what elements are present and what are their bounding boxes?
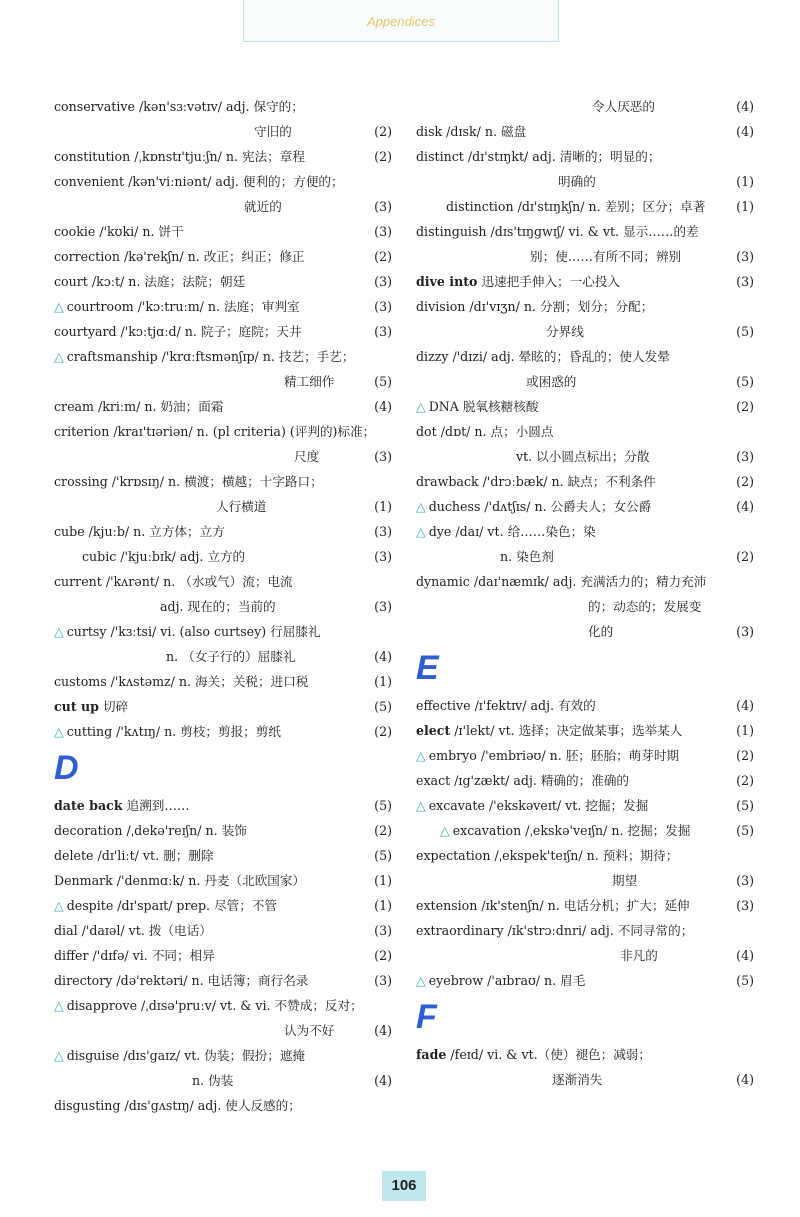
entry-text: dynamic /daɪ'næmɪk/ adj. 充满活力的；精力充沛 — [416, 574, 707, 589]
entry-text: crossing /'krɒsɪŋ/ n. 横渡；横越；十字路口； — [54, 474, 323, 489]
entry-unit-ref: (5) — [374, 848, 392, 863]
entry-unit-ref: (2) — [374, 249, 392, 264]
glossary-entry — [416, 494, 754, 519]
glossary-entry — [416, 893, 754, 918]
glossary-entry — [54, 569, 392, 594]
glossary-entry — [416, 793, 754, 818]
entry-unit-ref: (3) — [736, 274, 754, 289]
entry-unit-ref: (4) — [374, 1073, 392, 1088]
glossary-entry — [54, 1018, 392, 1043]
section-letter-glyph: F — [416, 998, 436, 1036]
entry-text: distinct /dɪ'stɪŋkt/ adj. 清晰的；明显的； — [416, 149, 661, 164]
entry-text: cubic /'kjuːbɪk/ adj. 立方的 — [82, 549, 246, 564]
entry-text: △ excavation /ˌekskə'veɪʃn/ n. 挖掘；发掘 — [440, 823, 691, 838]
entry-unit-ref: (3) — [374, 324, 392, 339]
glossary-entry — [416, 743, 754, 768]
glossary-entry — [54, 169, 392, 194]
entry-unit-ref: (1) — [736, 723, 754, 738]
entry-text: expectation /ˌekspek'teɪʃn/ n. 预料；期待； — [416, 848, 679, 863]
entry-unit-ref: (1) — [374, 499, 392, 514]
entry-text: cookie /'kʊki/ n. 饼干 — [54, 224, 184, 239]
glossary-entry — [54, 444, 392, 469]
entry-unit-ref: (2) — [736, 748, 754, 763]
entry-unit-ref: (1) — [374, 898, 392, 913]
entry-text: dizzy /'dɪzi/ adj. 晕眩的；昏乱的；使人发晕 — [416, 349, 670, 364]
glossary-entry — [54, 319, 392, 344]
entry-unit-ref: (2) — [374, 948, 392, 963]
triangle-marker-icon: △ — [54, 1048, 64, 1063]
section-letter-f — [416, 993, 754, 1042]
entry-text: division /dɪ'vɪʒn/ n. 分割；划分；分配； — [416, 299, 654, 314]
entry-text: △ excavate /'ekskəveɪt/ vt. 挖掘；发掘 — [416, 798, 649, 813]
entry-text: court /kɔːt/ n. 法庭；法院；朝廷 — [54, 274, 246, 289]
entry-unit-ref: (3) — [736, 624, 754, 639]
entry-unit-ref: (5) — [736, 374, 754, 389]
glossary-entry — [416, 519, 754, 544]
entry-unit-ref: (4) — [374, 399, 392, 414]
glossary-entry — [54, 669, 392, 694]
entry-text: delete /dɪ'liːt/ vt. 删；删除 — [54, 848, 214, 863]
entry-text: current /'kʌrənt/ n. （水或气）流；电流 — [54, 574, 293, 589]
entry-text: customs /'kʌstəmz/ n. 海关；关税；进口税 — [54, 674, 309, 689]
glossary-entry — [54, 694, 392, 719]
glossary-entry — [54, 144, 392, 169]
glossary-entry — [416, 94, 754, 119]
glossary-entry — [416, 693, 754, 718]
entry-text: constitution /ˌkɒnstɪ'tjuːʃn/ n. 宪法；章程 — [54, 149, 305, 164]
entry-headword: elect — [416, 723, 451, 738]
glossary-entry — [416, 444, 754, 469]
glossary-entry — [54, 843, 392, 868]
glossary-entry — [416, 319, 754, 344]
entry-text: courtyard /'kɔːtjɑːd/ n. 院子；庭院；天井 — [54, 324, 302, 339]
glossary-entry — [54, 943, 392, 968]
glossary-entry — [416, 394, 754, 419]
glossary-entry — [54, 244, 392, 269]
glossary-entry — [416, 943, 754, 968]
entry-text: 尺度 — [294, 449, 320, 464]
entry-unit-ref: (2) — [736, 773, 754, 788]
entry-text: directory /də'rektəri/ n. 电话簿；商行名录 — [54, 973, 309, 988]
entry-unit-ref: (3) — [374, 923, 392, 938]
entry-text: 令人厌恶的 — [592, 99, 655, 114]
glossary-entry — [54, 993, 392, 1018]
entry-text: △ dye /daɪ/ vt. 给……染色；染 — [416, 524, 596, 539]
glossary-entry — [416, 569, 754, 594]
entry-text: △ DNA 脱氧核糖核酸 — [416, 399, 539, 414]
triangle-marker-icon: △ — [54, 299, 64, 314]
entry-text: 别；使……有所不同；辨别 — [530, 249, 682, 264]
glossary-entry — [54, 818, 392, 843]
glossary-entry — [416, 469, 754, 494]
entry-unit-ref: (1) — [374, 873, 392, 888]
entry-unit-ref: (2) — [736, 549, 754, 564]
page-number: 106 — [382, 1171, 426, 1201]
entry-text: 化的 — [588, 624, 614, 639]
entry-text: 的；动态的；发展变 — [588, 599, 702, 614]
glossary-entry — [54, 719, 392, 744]
entry-text: convenient /kən'viːniənt/ adj. 便利的；方便的； — [54, 174, 344, 189]
entry-unit-ref: (3) — [374, 224, 392, 239]
entry-text: △ eyebrow /'aɪbraʊ/ n. 眉毛 — [416, 973, 586, 988]
triangle-marker-icon: △ — [416, 524, 426, 539]
glossary-entry — [54, 968, 392, 993]
entry-unit-ref: (2) — [374, 124, 392, 139]
glossary-entry — [54, 644, 392, 669]
glossary-entry — [54, 1093, 392, 1118]
glossary-entry — [416, 818, 754, 843]
section-letter-glyph: D — [54, 749, 78, 787]
glossary-entry — [416, 419, 754, 444]
entry-headword: dive into — [416, 274, 478, 289]
right-column — [416, 94, 754, 1092]
glossary-entry — [54, 893, 392, 918]
entry-text: 或困惑的 — [526, 374, 577, 389]
glossary-entry — [54, 469, 392, 494]
triangle-marker-icon: △ — [54, 898, 64, 913]
glossary-entry — [416, 1042, 754, 1067]
left-column — [54, 94, 392, 1118]
triangle-marker-icon: △ — [440, 823, 450, 838]
glossary-entry — [54, 219, 392, 244]
entry-text: date back 追溯到…… — [54, 798, 190, 813]
glossary-entry — [416, 594, 754, 619]
glossary-entry — [54, 419, 392, 444]
entry-unit-ref: (5) — [736, 324, 754, 339]
entry-headword: fade — [416, 1047, 447, 1062]
entry-text: 就近的 — [244, 199, 282, 214]
glossary-entry — [416, 843, 754, 868]
entry-text: 精工细作 — [284, 374, 335, 389]
entry-text: dot /dɒt/ n. 点；小圆点 — [416, 424, 554, 439]
entry-unit-ref: (4) — [736, 698, 754, 713]
entry-text: 人行横道 — [216, 499, 267, 514]
triangle-marker-icon: △ — [54, 624, 64, 639]
glossary-entry — [54, 194, 392, 219]
entry-headword: date back — [54, 798, 123, 813]
entry-text: extraordinary /ɪk'strɔːdnri/ adj. 不同寻常的； — [416, 923, 694, 938]
entry-text: △ despite /dɪ'spaɪt/ prep. 尽管；不管 — [54, 898, 278, 913]
glossary-entry — [54, 394, 392, 419]
glossary-entry — [54, 94, 392, 119]
entry-text: n. （女子行的）屈膝礼 — [166, 649, 296, 664]
entry-text: extension /ɪk'stenʃn/ n. 电话分机；扩大；延伸 — [416, 898, 690, 913]
entry-unit-ref: (3) — [736, 249, 754, 264]
entry-unit-ref: (1) — [736, 174, 754, 189]
entry-text: 逐渐消失 — [552, 1072, 603, 1087]
entry-text: dive into 迅速把手伸入；一心投入 — [416, 274, 621, 289]
glossary-entry — [416, 219, 754, 244]
glossary-entry — [54, 369, 392, 394]
entry-text: disk /dɪsk/ n. 磁盘 — [416, 124, 527, 139]
section-letter-glyph: E — [416, 649, 438, 687]
entry-text: distinction /dɪ'stɪŋkʃn/ n. 差别；区分；卓著 — [446, 199, 706, 214]
header-tab — [243, 0, 559, 42]
entry-unit-ref: (2) — [374, 823, 392, 838]
triangle-marker-icon: △ — [416, 499, 426, 514]
entry-text: distinguish /dɪs'tɪŋgwɪʃ/ vi. & vt. 显示……的差 — [416, 224, 699, 239]
glossary-entry — [54, 294, 392, 319]
glossary-entry — [54, 494, 392, 519]
glossary-entry — [54, 544, 392, 569]
entry-unit-ref: (3) — [736, 898, 754, 913]
glossary-entry — [416, 619, 754, 644]
entry-unit-ref: (3) — [374, 599, 392, 614]
entry-text: △ courtroom /'kɔːtruːm/ n. 法庭；审判室 — [54, 299, 300, 314]
entry-unit-ref: (5) — [374, 699, 392, 714]
entry-text: △ curtsy /'kɜːtsi/ vi. (also curtsey) 行屈膝礼 — [54, 624, 321, 639]
entry-text: vt. 以小圆点标出；分散 — [516, 449, 650, 464]
glossary-entry — [416, 144, 754, 169]
glossary-entry — [54, 619, 392, 644]
glossary-entry — [416, 344, 754, 369]
entry-unit-ref: (4) — [736, 99, 754, 114]
entry-text: differ /'dɪfə/ vi. 不同；相异 — [54, 948, 215, 963]
glossary-entry — [416, 294, 754, 319]
triangle-marker-icon: △ — [54, 998, 64, 1013]
entry-text: △ disguise /dɪs'gaɪz/ vt. 伪装；假扮；遮掩 — [54, 1048, 306, 1063]
entry-text: △ embryo /'embriəʊ/ n. 胚；胚胎；萌芽时期 — [416, 748, 680, 763]
glossary-entry — [54, 269, 392, 294]
entry-unit-ref: (3) — [374, 274, 392, 289]
glossary-entry — [416, 1067, 754, 1092]
entry-text: effective /ɪ'fektɪv/ adj. 有效的 — [416, 698, 596, 713]
glossary-entry — [54, 119, 392, 144]
entry-unit-ref: (3) — [374, 199, 392, 214]
entry-text: 分界线 — [546, 324, 584, 339]
triangle-marker-icon: △ — [416, 973, 426, 988]
header-title: Appendices — [367, 14, 435, 29]
triangle-marker-icon: △ — [416, 798, 426, 813]
glossary-entry — [416, 369, 754, 394]
entry-unit-ref: (4) — [736, 499, 754, 514]
entry-text: 认为不好 — [284, 1023, 335, 1038]
entry-text: elect /ɪ'lekt/ vt. 选择；决定做某事；选举某人 — [416, 723, 683, 738]
entry-unit-ref: (5) — [736, 823, 754, 838]
glossary-entry — [54, 519, 392, 544]
entry-text: △ disapprove /ˌdɪsə'pruːv/ vt. & vi. 不赞成；反对； — [54, 998, 363, 1013]
glossary-entry — [54, 793, 392, 818]
entry-headword: cut up — [54, 699, 99, 714]
entry-text: adj. 现在的；当前的 — [160, 599, 276, 614]
entry-text: Denmark /'denmɑːk/ n. 丹麦（北欧国家） — [54, 873, 306, 888]
triangle-marker-icon: △ — [416, 399, 426, 414]
entry-text: 明确的 — [558, 174, 596, 189]
glossary-entry — [416, 918, 754, 943]
entry-text: criterion /kraɪ'tɪəriən/ n. (pl criteria) (评判的)标准； — [54, 424, 376, 439]
glossary-entry — [416, 269, 754, 294]
entry-text: conservative /kən'sɜːvətɪv/ adj. 保守的； — [54, 99, 304, 114]
entry-text: 期望 — [612, 873, 638, 888]
entry-text: exact /ɪg'zækt/ adj. 精确的；准确的 — [416, 773, 630, 788]
entry-text: 非凡的 — [620, 948, 658, 963]
triangle-marker-icon: △ — [54, 724, 64, 739]
entry-text: 守旧的 — [254, 124, 292, 139]
entry-unit-ref: (5) — [736, 973, 754, 988]
entry-text: disgusting /dɪs'gʌstɪŋ/ adj. 使人反感的； — [54, 1098, 301, 1113]
entry-unit-ref: (4) — [374, 649, 392, 664]
glossary-entry — [54, 1068, 392, 1093]
entry-unit-ref: (5) — [374, 374, 392, 389]
section-letter-d — [54, 744, 392, 793]
entry-unit-ref: (1) — [736, 199, 754, 214]
entry-unit-ref: (3) — [736, 449, 754, 464]
entry-unit-ref: (5) — [374, 798, 392, 813]
entry-unit-ref: (2) — [374, 149, 392, 164]
entry-text: △ cutting /'kʌtɪŋ/ n. 剪枝；剪报；剪纸 — [54, 724, 281, 739]
glossary-entry — [54, 868, 392, 893]
section-letter-e — [416, 644, 754, 693]
glossary-entry — [416, 169, 754, 194]
glossary-entry — [416, 244, 754, 269]
glossary-entry — [54, 1043, 392, 1068]
entry-text: drawback /'drɔːbæk/ n. 缺点；不利条件 — [416, 474, 656, 489]
glossary-entry — [54, 594, 392, 619]
entry-text: cream /kriːm/ n. 奶油；面霜 — [54, 399, 224, 414]
entry-text: dial /'daɪəl/ vt. 拨（电话） — [54, 923, 212, 938]
glossary-entry — [416, 868, 754, 893]
entry-unit-ref: (3) — [374, 449, 392, 464]
entry-text: △ duchess /'dʌtʃɪs/ n. 公爵夫人；女公爵 — [416, 499, 652, 514]
glossary-entry — [416, 718, 754, 743]
entry-unit-ref: (4) — [736, 948, 754, 963]
triangle-marker-icon: △ — [416, 748, 426, 763]
triangle-marker-icon: △ — [54, 349, 64, 364]
glossary-entry — [416, 194, 754, 219]
entry-unit-ref: (5) — [736, 798, 754, 813]
entry-unit-ref: (3) — [736, 873, 754, 888]
entry-unit-ref: (3) — [374, 299, 392, 314]
entry-unit-ref: (3) — [374, 973, 392, 988]
glossary-entry — [416, 119, 754, 144]
entry-text: n. 染色剂 — [500, 549, 554, 564]
entry-unit-ref: (4) — [374, 1023, 392, 1038]
entry-unit-ref: (4) — [736, 1072, 754, 1087]
entry-unit-ref: (3) — [374, 524, 392, 539]
entry-text: correction /kə'rekʃn/ n. 改正；纠正；修正 — [54, 249, 305, 264]
glossary-entry — [416, 544, 754, 569]
glossary-entry — [54, 344, 392, 369]
glossary-entry — [416, 768, 754, 793]
entry-text: cube /kjuːb/ n. 立方体；立方 — [54, 524, 225, 539]
entry-text: △ craftsmanship /'krɑːftsmənʃɪp/ n. 技艺；手艺； — [54, 349, 355, 364]
entry-unit-ref: (4) — [736, 124, 754, 139]
entry-unit-ref: (3) — [374, 549, 392, 564]
entry-text: fade /feɪd/ vi. & vt.（使）褪色；减弱； — [416, 1047, 651, 1062]
entry-text: cut up 切碎 — [54, 699, 129, 714]
glossary-entry — [416, 968, 754, 993]
entry-text: decoration /ˌdekə'reɪʃn/ n. 装饰 — [54, 823, 247, 838]
glossary-entry — [54, 918, 392, 943]
entry-unit-ref: (2) — [736, 474, 754, 489]
entry-unit-ref: (2) — [374, 724, 392, 739]
entry-unit-ref: (1) — [374, 674, 392, 689]
entry-unit-ref: (2) — [736, 399, 754, 414]
entry-text: n. 伪装 — [192, 1073, 234, 1088]
